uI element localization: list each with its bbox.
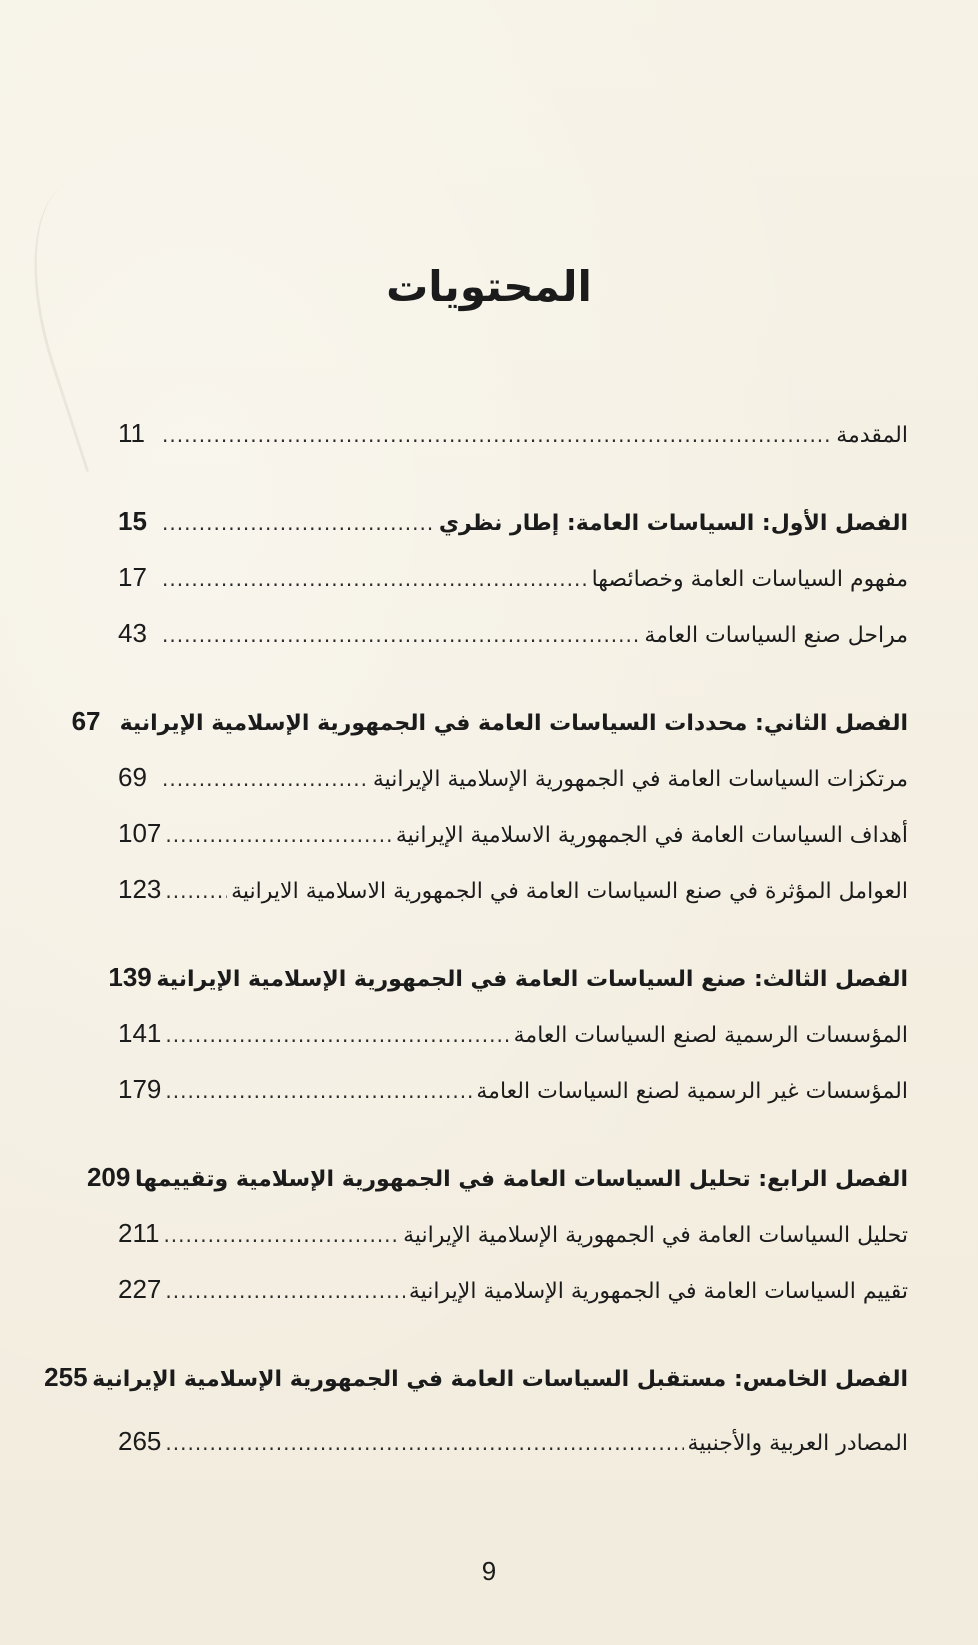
toc-entry-label: الفصل الأول: السياسات العامة: إطار نظري xyxy=(438,511,908,536)
dot-leader xyxy=(162,495,435,551)
page-title: المحتويات xyxy=(386,262,592,311)
toc-entry-page: 139 xyxy=(108,962,152,992)
toc-entry-page: 179 xyxy=(118,1074,162,1104)
toc-entry-label: مرتكزات السياسات العامة في الجمهورية الإسلامية الإيرانية xyxy=(372,767,908,792)
toc-entry xyxy=(118,1005,908,1061)
toc-entry-page: 107 xyxy=(118,818,162,848)
toc-entry-label: مفهوم السياسات العامة وخصائصها xyxy=(591,567,908,592)
dot-leader xyxy=(162,607,640,663)
toc-entry-label: تحليل السياسات العامة في الجمهورية الإسلامية الإيرانية xyxy=(403,1223,908,1248)
toc-entry-page: 141 xyxy=(118,1018,162,1048)
dot-leader xyxy=(165,863,227,919)
toc-entry xyxy=(118,805,908,861)
toc-entry-page: 211 xyxy=(118,1218,160,1248)
toc-entry-label: المؤسسات غير الرسمية لصنع السياسات العامة xyxy=(476,1079,908,1104)
toc-entry-label: أهداف السياسات العامة في الجمهورية الاسلامية الإيرانية xyxy=(395,823,908,848)
dot-leader xyxy=(162,751,369,807)
toc-entry-page: 209 xyxy=(86,1162,131,1192)
dot-leader xyxy=(162,407,832,463)
toc-entry-label: المؤسسات الرسمية لصنع السياسات العامة xyxy=(513,1023,908,1048)
toc-entry xyxy=(118,1261,908,1317)
dot-leader xyxy=(162,551,588,607)
table-of-contents xyxy=(44,405,908,1469)
toc-entry-label: العوامل المؤثرة في صنع السياسات العامة في الجمهورية الاسلامية الايرانية xyxy=(231,879,908,904)
toc-entry-introduction xyxy=(118,405,908,461)
toc-entry xyxy=(118,861,908,917)
toc-chapter-5 xyxy=(44,1349,908,1405)
toc-entry-label: الفصل الخامس: مستقبل السياسات العامة في الجمهورية الإسلامية الإيرانية xyxy=(92,1367,908,1392)
toc-entry-page: 265 xyxy=(118,1426,162,1456)
toc-chapter-2 xyxy=(71,693,908,749)
dot-leader xyxy=(165,1007,509,1063)
dot-leader xyxy=(163,1207,399,1263)
toc-entry-page: 255 xyxy=(44,1362,88,1392)
toc-entry-label: المقدمة xyxy=(836,423,908,448)
dot-leader xyxy=(165,807,391,863)
toc-entry xyxy=(118,749,908,805)
toc-entry-label: الفصل الرابع: تحليل السياسات العامة في الجمهورية الإسلامية وتقييمها xyxy=(134,1167,908,1192)
toc-entry-page: 15 xyxy=(118,506,147,536)
toc-entry-label: المصادر العربية والأجنبية xyxy=(687,1431,908,1456)
toc-entry-page: 11 xyxy=(118,418,145,448)
toc-entry xyxy=(118,605,908,661)
toc-entry-page: 43 xyxy=(118,618,147,648)
dot-leader xyxy=(165,1063,472,1119)
toc-entry-page: 123 xyxy=(118,874,162,904)
toc-entry-label: تقييم السياسات العامة في الجمهورية الإسلامية الإيرانية xyxy=(408,1279,908,1304)
toc-chapter-4 xyxy=(86,1149,908,1205)
toc-entry-page: 227 xyxy=(118,1274,162,1304)
dot-leader xyxy=(165,1263,404,1319)
toc-chapter-1 xyxy=(118,493,908,549)
toc-entry-label: الفصل الثالث: صنع السياسات العامة في الجمهورية الإسلامية الإيرانية xyxy=(156,967,908,992)
toc-entry xyxy=(118,1061,908,1117)
page-number: 9 xyxy=(481,1556,497,1586)
dot-leader xyxy=(165,1415,683,1471)
toc-entry-page: 67 xyxy=(71,706,101,736)
toc-chapter-3 xyxy=(108,949,908,1005)
toc-entry-page: 17 xyxy=(118,562,147,592)
toc-entry-page: 69 xyxy=(118,762,147,792)
toc-entry xyxy=(118,549,908,605)
toc-entry xyxy=(118,1205,908,1261)
toc-entry-label: مراحل صنع السياسات العامة xyxy=(644,623,908,648)
toc-entry-references xyxy=(118,1413,908,1469)
toc-entry-label: الفصل الثاني: محددات السياسات العامة في الجمهورية الإسلامية الإيرانية xyxy=(119,711,908,736)
